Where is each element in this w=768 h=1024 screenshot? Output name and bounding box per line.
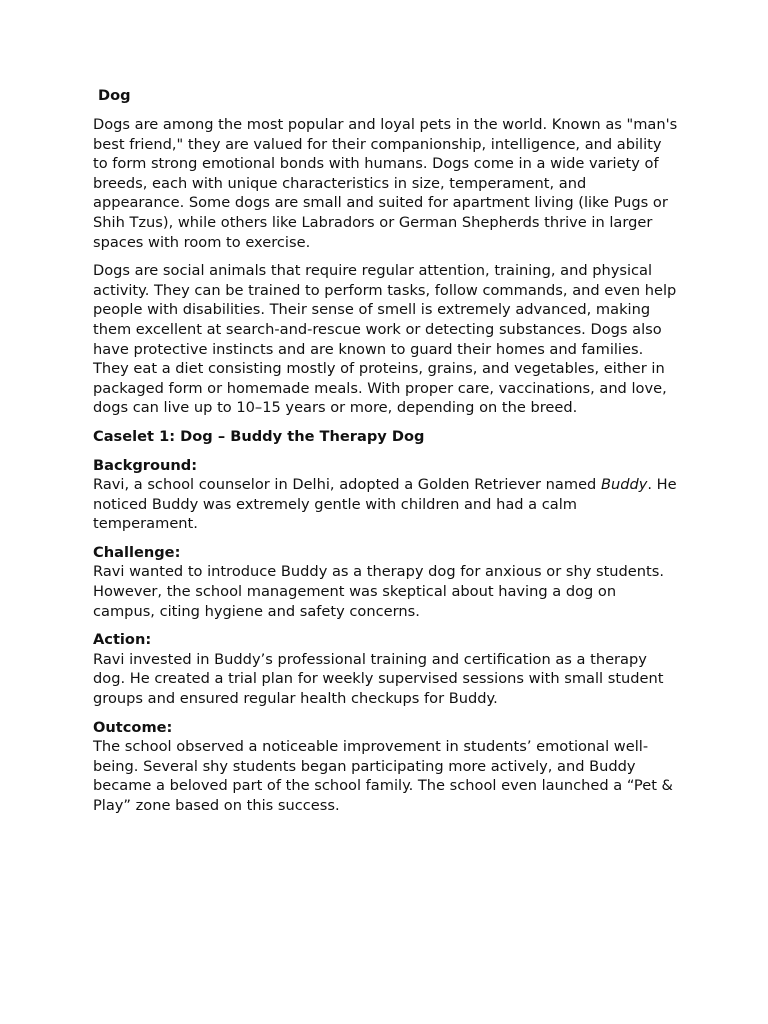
- outcome-section: [93, 718, 678, 816]
- background-heading: Background:: [93, 456, 198, 474]
- document-title: Dog: [98, 87, 131, 104]
- background-text-start: Ravi, a school counselor in Delhi, adopted a Golden Retriever named: [93, 476, 601, 494]
- action-text: Ravi invested in Buddy’s professional training and certification as a therapy dog. He created a trial plan for weekly supervised sessions with small student groups and ensured regular health checkups for Buddy.: [93, 650, 664, 708]
- outcome-heading: Outcome:: [93, 718, 173, 736]
- document-page: [93, 86, 678, 825]
- action-heading: Action:: [93, 631, 152, 649]
- caselet-title: Caselet 1: Dog – Buddy the Therapy Dog: [93, 427, 425, 445]
- challenge-section: [93, 543, 678, 621]
- challenge-text: Ravi wanted to introduce Buddy as a therapy dog for anxious or shy students. However, the school management was skeptical about having a dog on campus, citing hygiene and safety concerns.: [93, 563, 664, 620]
- action-section: [93, 630, 678, 708]
- body-paragraph: Dogs are social animals that require regular attention, training, and physical activity. They can be trained to perform tasks, follow commands, and even help people with disabilities. Their sense of smell is extremely advanced, making them excellent at search-and-rescue work or detecting substances. Dogs also have protective instincts and are known to guard their homes and families. They eat a diet consisting mostly of proteins, grains, and vegetables, either in packaged form or homemade meals. With proper care, vaccinations, and love, dogs can live up to 10–15 years or more, depending on the breed.: [93, 262, 677, 417]
- challenge-heading: Challenge:: [93, 543, 181, 561]
- intro-paragraph: Dogs are among the most popular and loyal pets in the world. Known as "man's best friend," they are valued for their companionship, intelligence, and ability to form strong emotional bonds with humans. Dogs come in a wide variety of breeds, each with unique characteristics in size, temperament, and appearance. Some dogs are small and suited for apartment living (like Pugs or Shih Tzus), while others like Labradors or German Shepherds thrive in larger spaces with room to exercise.: [93, 116, 678, 251]
- background-text-end: . He noticed Buddy was extremely gentle with children and had a calm temperament.: [93, 476, 677, 533]
- outcome-text: The school observed a noticeable improvement in students’ emotional well-being. Several shy students began participating more actively, and Buddy became a beloved part of the school family. The school even launched a “Pet & Play” zone based on this success.: [93, 738, 673, 814]
- dog-name-italic: Buddy: [600, 476, 648, 494]
- background-section: [93, 456, 678, 534]
